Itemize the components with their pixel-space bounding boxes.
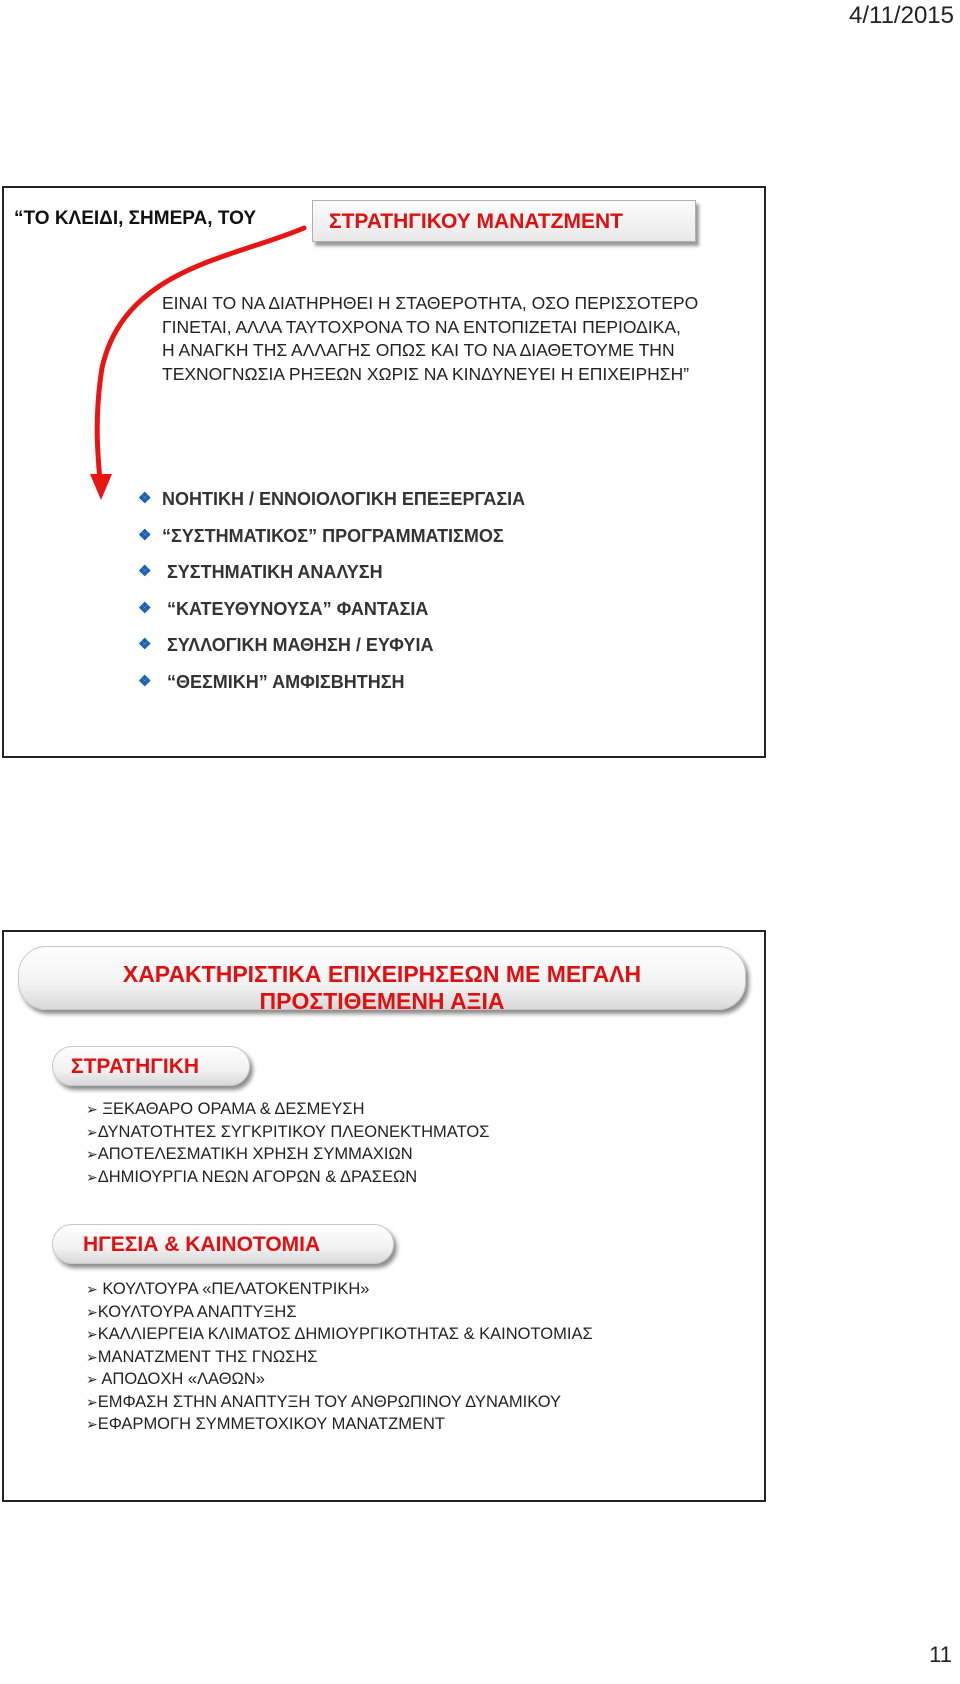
list-item-text: ΔΗΜΙΟΥΡΓΙΑ ΝΕΩΝ ΑΓΟΡΩΝ & ΔΡΑΣΕΩΝ: [97, 1167, 418, 1186]
diamond-bullet-icon: ❖: [138, 490, 152, 507]
list-item-text: ΜΑΝΑΤΖΜΕΝΤ ΤΗΣ ΓΝΩΣΗΣ: [97, 1347, 318, 1366]
list-item-text: ΚΑΛΛΙΕΡΓΕΙΑ ΚΛΙΜΑΤΟΣ ΔΗΜΙΟΥΡΓΙΚΟΤΗΤΑΣ & ΚΑΙΝΟΤΟΜΙΑΣ: [97, 1325, 593, 1343]
list-item-text: “ΚΑΤΕΥΘΥΝΟΥΣΑ” ΦΑΝΤΑΣΙΑ: [162, 598, 429, 619]
page-number: 11: [929, 1642, 952, 1667]
chevron-right-icon: ➢: [86, 1146, 98, 1162]
slide-strategic-management: [2, 186, 766, 758]
list-item-text: “ΘΕΣΜΙΚΗ” ΑΜΦΙΣΒΗΤΗΣΗ: [162, 671, 405, 692]
slide2-title-banner: [18, 946, 746, 1014]
list-item: [86, 1145, 489, 1168]
leadership-heading-pill: [52, 1224, 394, 1264]
list-item: [86, 1123, 489, 1146]
list-item: [138, 562, 525, 599]
list-item: [138, 489, 525, 526]
list-item-text: ΑΠΟΤΕΛΕΣΜΑΤΙΚΗ ΧΡΗΣΗ ΣΥΜΜΑΧΙΩΝ: [97, 1145, 413, 1163]
list-item-text: ΣΥΛΛΟΓΙΚΗ ΜΑΘΗΣΗ / ΕΥΦΥΙΑ: [162, 635, 434, 655]
list-item-text: ΞΕΚΑΘΑΡΟ ΟΡΑΜΑ & ΔΕΣΜΕΥΣΗ: [97, 1100, 365, 1118]
slide1-title: ΣΤΡΑΤΗΓΙΚΟΥ ΜΑΝΑΤΖΜΕΝΤ: [329, 210, 623, 233]
slide2-title-line: ΧΑΡΑΚΤΗΡΙΣΤΙΚΑ ΕΠΙΧΕΙΡΗΣΕΩΝ ΜΕ ΜΕΓΑΛΗ: [122, 961, 642, 987]
list-item: [138, 599, 525, 636]
quote-line: ΤΕΧΝΟΓΝΩΣΙΑ ΡΗΞΕΩΝ ΧΩΡΙΣ ΝΑ ΚΙΝΔΥΝΕΥΕΙ Η ΕΠΙΧΕΙΡΗΣΗ”: [162, 363, 690, 384]
list-item-text: ΚΟΥΛΤΟΥΡΑ ΑΝΑΠΤΥΞΗΣ: [97, 1302, 297, 1321]
list-item-text: ΚΟΥΛΤΟΥΡΑ «ΠΕΛΑΤΟΚΕΝΤΡΙΚΗ»: [97, 1280, 370, 1298]
list-item: [86, 1348, 593, 1371]
list-item: [138, 635, 525, 672]
list-item-text: ΕΜΦΑΣΗ ΣΤΗΝ ΑΝΑΠΤΥΞΗ ΤΟΥ ΑΝΘΡΩΠΙΝΟΥ ΔΥΝΑΜΙΚΟΥ: [97, 1392, 562, 1411]
bullet-list: [138, 489, 525, 708]
list-item: [138, 526, 525, 563]
chevron-right-icon: ➢: [86, 1393, 98, 1410]
diamond-bullet-icon: ❖: [138, 526, 152, 544]
chevron-right-icon: ➢: [86, 1371, 98, 1387]
quote-block: [162, 292, 762, 386]
chevron-right-icon: ➢: [86, 1326, 98, 1342]
list-item-text: ΑΠΟΔΟΧΗ «ΛΑΘΩΝ»: [97, 1370, 265, 1388]
list-item: [86, 1100, 489, 1123]
list-item: [86, 1280, 593, 1303]
diamond-bullet-icon: ❖: [138, 599, 152, 617]
list-item-text: ΝΟΗΤΙΚΗ / ΕΝΝΟΙΟΛΟΓΙΚΗ ΕΠΕΞΕΡΓΑΣΙΑ: [162, 489, 526, 509]
list-item: [86, 1393, 593, 1416]
lead-text: “ΤΟ ΚΛΕΙΔΙ, ΣΗΜΕΡΑ, ΤΟΥ: [14, 208, 257, 229]
list-item: [138, 672, 525, 709]
chevron-right-icon: ➢: [86, 1303, 98, 1320]
list-item-text: ΣΥΣΤΗΜΑΤΙΚΗ ΑΝΑΛΥΣΗ: [162, 562, 383, 582]
list-item: [86, 1303, 593, 1326]
chevron-right-icon: ➢: [86, 1281, 98, 1297]
list-item: [86, 1370, 593, 1393]
list-item: [86, 1168, 489, 1191]
chevron-right-icon: ➢: [86, 1123, 98, 1140]
slide1-title-box: [312, 200, 696, 242]
chevron-right-icon: ➢: [86, 1168, 98, 1185]
diamond-bullet-icon: ❖: [138, 563, 152, 580]
chevron-right-icon: ➢: [86, 1101, 98, 1117]
diamond-bullet-icon: ❖: [138, 636, 152, 653]
chevron-right-icon: ➢: [86, 1416, 98, 1432]
quote-line: ΓΙΝΕΤΑΙ, ΑΛΛΑ ΤΑΥΤΟΧΡΟΝΑ ΤΟ ΝΑ ΕΝΤΟΠΙΖΕΤΑΙ ΠΕΡΙΟΔΙΚΑ,: [162, 316, 681, 337]
list-item: [86, 1325, 593, 1348]
strategy-heading-pill: [52, 1046, 250, 1086]
header-date: 4/11/2015: [849, 2, 954, 29]
quote-line: Η ΑΝΑΓΚΗ ΤΗΣ ΑΛΛΑΓΗΣ ΟΠΩΣ ΚΑΙ ΤΟ ΝΑ ΔΙΑΘΕΤΟΥΜΕ ΤΗΝ: [162, 340, 675, 360]
list-item-text: ΔΥΝΑΤΟΤΗΤΕΣ ΣΥΓΚΡΙΤΙΚΟΥ ΠΛΕΟΝΕΚΤΗΜΑΤΟΣ: [97, 1122, 490, 1141]
strategy-heading: ΣΤΡΑΤΗΓΙΚΗ: [71, 1055, 200, 1078]
slide2-title-line: ΠΡΟΣΤΙΘΕΜΕΝΗ ΑΞΙΑ: [259, 988, 505, 1014]
slide2-title: [19, 961, 745, 1015]
diamond-bullet-icon: ❖: [138, 672, 152, 690]
list-item-text: “ΣΥΣΤΗΜΑΤΙΚΟΣ” ΠΡΟΓΡΑΜΜΑΤΙΣΜΟΣ: [162, 525, 504, 546]
list-item: [86, 1415, 593, 1438]
leadership-heading: ΗΓΕΣΙΑ & ΚΑΙΝΟΤΟΜΙΑ: [83, 1233, 321, 1256]
list-item-text: ΕΦΑΡΜΟΓΗ ΣΥΜΜΕΤΟΧΙΚΟΥ ΜΑΝΑΤΖΜΕΝΤ: [97, 1415, 445, 1433]
slide-value-added-characteristics: [2, 930, 766, 1502]
strategy-list: [86, 1100, 489, 1190]
chevron-right-icon: ➢: [86, 1348, 98, 1365]
quote-line: ΕΙΝΑΙ ΤΟ ΝΑ ΔΙΑΤΗΡΗΘΕΙ Η ΣΤΑΘΕΡΟΤΗΤΑ, ΟΣΟ ΠΕΡΙΣΣΟΤΕΡΟ: [162, 293, 699, 313]
leadership-list: [86, 1280, 593, 1438]
